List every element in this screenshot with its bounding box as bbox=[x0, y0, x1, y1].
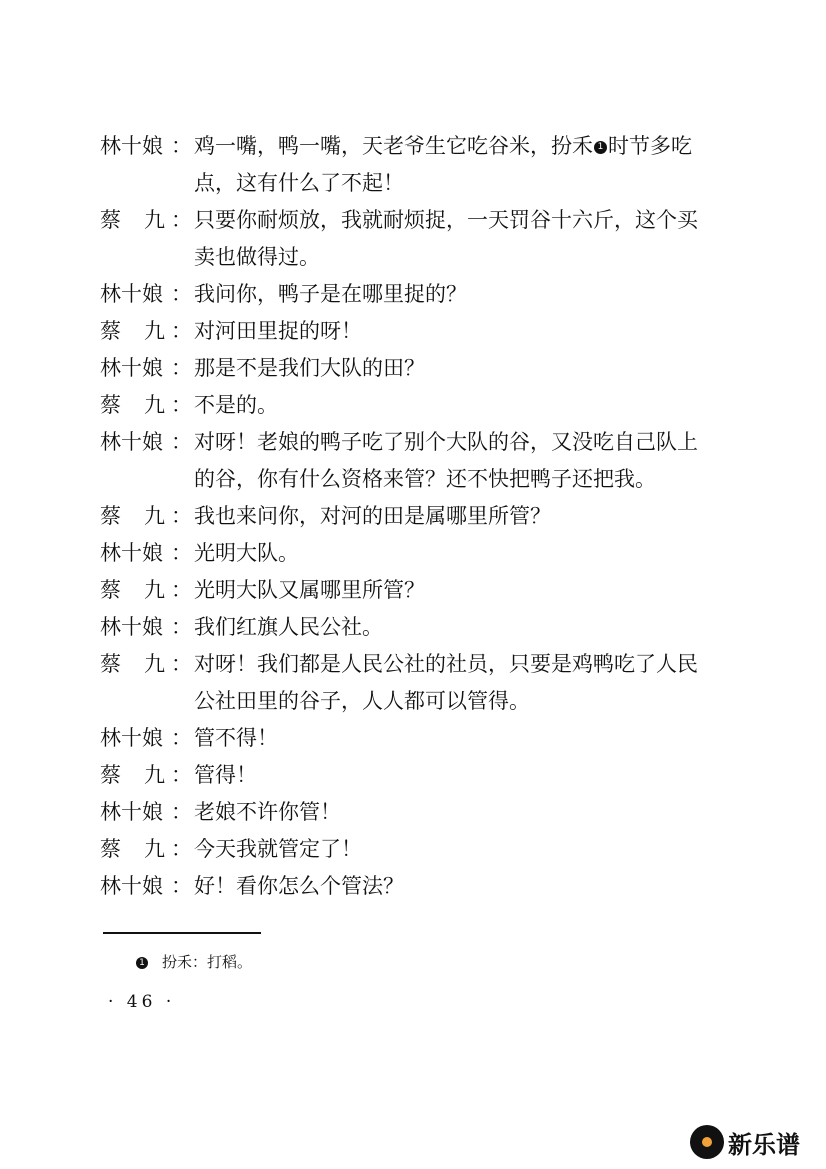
speaker-lin: 林十娘 bbox=[100, 615, 163, 639]
dialogue-text-main: 老娘不许你管！ bbox=[194, 800, 341, 824]
speaker-lin: 林十娘 bbox=[100, 282, 163, 306]
speaker-colon: ： bbox=[171, 319, 192, 343]
dialogue-text-main: 对呀！老娘的鸭子吃了别个大队的谷，又没吃自己队上 bbox=[194, 430, 698, 454]
speaker-cai-char1: 蔡 bbox=[100, 319, 121, 343]
dialogue-text bbox=[194, 831, 362, 868]
dialogue-line bbox=[100, 757, 760, 794]
speaker-cai-char2: 九 bbox=[144, 319, 165, 343]
dialogue-continuation bbox=[100, 683, 760, 720]
dialogue-line bbox=[100, 609, 760, 646]
dialogue-text-main: 我们红旗人民公社。 bbox=[194, 615, 383, 639]
dialogue-text-main: 鸡一嘴，鸭一嘴，天老爷生它吃谷米，扮禾 bbox=[194, 134, 593, 158]
dialogue-text-main: 管得！ bbox=[194, 763, 257, 787]
dialogue-text-main: 今天我就管定了！ bbox=[194, 837, 362, 861]
speaker-colon: ： bbox=[171, 208, 192, 232]
dialogue-text bbox=[194, 535, 299, 572]
dialogue-text-main: 不是的。 bbox=[194, 393, 278, 417]
dialogue-text-main: 对河田里捉的呀！ bbox=[194, 319, 362, 343]
page-number: · 46 · bbox=[108, 992, 176, 1012]
dialogue-text bbox=[194, 202, 698, 239]
dialogue-text bbox=[194, 757, 257, 794]
speaker-lin: 林十娘 bbox=[100, 726, 163, 750]
dialogue-line bbox=[100, 387, 760, 424]
dialogue-text-main: 只要你耐烦放，我就耐烦捉，一天罚谷十六斤，这个买 bbox=[194, 208, 698, 232]
speaker-colon: ： bbox=[171, 356, 192, 380]
speaker-colon: ： bbox=[171, 837, 192, 861]
footnote bbox=[136, 951, 252, 973]
dialogue-line bbox=[100, 572, 760, 609]
dialogue-line bbox=[100, 313, 760, 350]
footnote-ref-icon: 1 bbox=[594, 141, 607, 154]
speaker-colon: ： bbox=[171, 504, 192, 528]
speaker-colon: ： bbox=[171, 763, 192, 787]
dialogue-text-main: 对呀！我们都是人民公社的社员，只要是鸡鸭吃了人民 bbox=[194, 652, 698, 676]
dialogue-continuation bbox=[100, 239, 760, 276]
dialogue-text bbox=[194, 572, 425, 609]
dialogue-continuation bbox=[100, 165, 760, 202]
speaker-cai-char1: 蔡 bbox=[100, 208, 121, 232]
speaker-cai-char2: 九 bbox=[144, 578, 165, 602]
dialogue-text-cont: 卖也做得过。 bbox=[194, 245, 320, 269]
vinyl-disc-icon bbox=[690, 1125, 724, 1159]
dialogue-text bbox=[194, 609, 383, 646]
dialogue-text bbox=[194, 868, 404, 905]
dialogue-line bbox=[100, 646, 760, 683]
speaker-lin: 林十娘 bbox=[100, 356, 163, 380]
dialogue-line bbox=[100, 276, 760, 313]
speaker-cai-char2: 九 bbox=[144, 208, 165, 232]
dialogue-line bbox=[100, 794, 760, 831]
dialogue-text-cont: 的谷，你有什么资格来管？还不快把鸭子还把我。 bbox=[194, 467, 656, 491]
dialogue-text bbox=[194, 424, 698, 461]
dialogue-text bbox=[194, 128, 692, 165]
watermark-text: 新乐谱 bbox=[728, 1130, 800, 1159]
dialogue-text bbox=[194, 794, 341, 831]
dialogue-text-main: 我问你，鸭子是在哪里捉的？ bbox=[194, 282, 467, 306]
dialogue-block bbox=[100, 128, 760, 905]
dialogue-text-main: 光明大队又属哪里所管？ bbox=[194, 578, 425, 602]
footnote-divider bbox=[103, 932, 261, 934]
speaker-colon: ： bbox=[171, 134, 192, 158]
speaker-colon: ： bbox=[171, 541, 192, 565]
speaker-cai-char2: 九 bbox=[144, 393, 165, 417]
speaker-colon: ： bbox=[171, 652, 192, 676]
speaker-lin: 林十娘 bbox=[100, 800, 163, 824]
dialogue-text-cont: 点，这有什么了不起！ bbox=[194, 171, 404, 195]
speaker-lin: 林十娘 bbox=[100, 430, 163, 454]
dialogue-text bbox=[194, 646, 698, 683]
dialogue-text bbox=[194, 720, 278, 757]
dialogue-text bbox=[194, 313, 362, 350]
speaker-colon: ： bbox=[171, 578, 192, 602]
dialogue-text bbox=[194, 498, 551, 535]
dialogue-line bbox=[100, 831, 760, 868]
dialogue-text bbox=[194, 387, 278, 424]
speaker-cai-char1: 蔡 bbox=[100, 837, 121, 861]
dialogue-line bbox=[100, 498, 760, 535]
speaker-colon: ： bbox=[171, 615, 192, 639]
speaker-colon: ： bbox=[171, 282, 192, 306]
dialogue-text-after: 时节多吃 bbox=[608, 134, 692, 158]
dialogue-line bbox=[100, 350, 760, 387]
dialogue-text bbox=[194, 350, 425, 387]
speaker-cai-char2: 九 bbox=[144, 504, 165, 528]
speaker-colon: ： bbox=[171, 430, 192, 454]
dialogue-line bbox=[100, 128, 760, 165]
speaker-cai-char1: 蔡 bbox=[100, 393, 121, 417]
dialogue-line bbox=[100, 202, 760, 239]
speaker-cai-char1: 蔡 bbox=[100, 763, 121, 787]
speaker-cai-char1: 蔡 bbox=[100, 504, 121, 528]
dialogue-line bbox=[100, 424, 760, 461]
footnote-text: 扮禾：打稻。 bbox=[162, 953, 253, 971]
speaker-cai-char2: 九 bbox=[144, 837, 165, 861]
dialogue-text-main: 好！看你怎么个管法？ bbox=[194, 874, 404, 898]
dialogue-text-main: 光明大队。 bbox=[194, 541, 299, 565]
dialogue-text-main: 我也来问你，对河的田是属哪里所管？ bbox=[194, 504, 551, 528]
dialogue-text-main: 那是不是我们大队的田？ bbox=[194, 356, 425, 380]
speaker-cai-char1: 蔡 bbox=[100, 652, 121, 676]
dialogue-text-cont: 公社田里的谷子，人人都可以管得。 bbox=[194, 689, 530, 713]
speaker-cai-char1: 蔡 bbox=[100, 578, 121, 602]
speaker-colon: ： bbox=[171, 393, 192, 417]
dialogue-line bbox=[100, 535, 760, 572]
speaker-lin: 林十娘 bbox=[100, 134, 163, 158]
watermark-logo bbox=[690, 1122, 800, 1162]
dialogue-text-main: 管不得！ bbox=[194, 726, 278, 750]
footnote-marker-icon: 1 bbox=[136, 957, 148, 969]
dialogue-line bbox=[100, 868, 760, 905]
speaker-cai-char2: 九 bbox=[144, 763, 165, 787]
dialogue-line bbox=[100, 720, 760, 757]
speaker-lin: 林十娘 bbox=[100, 541, 163, 565]
speaker-colon: ： bbox=[171, 800, 192, 824]
dialogue-continuation bbox=[100, 461, 760, 498]
speaker-lin: 林十娘 bbox=[100, 874, 163, 898]
speaker-colon: ： bbox=[171, 726, 192, 750]
speaker-colon: ： bbox=[171, 874, 192, 898]
dialogue-text bbox=[194, 276, 467, 313]
speaker-cai-char2: 九 bbox=[144, 652, 165, 676]
